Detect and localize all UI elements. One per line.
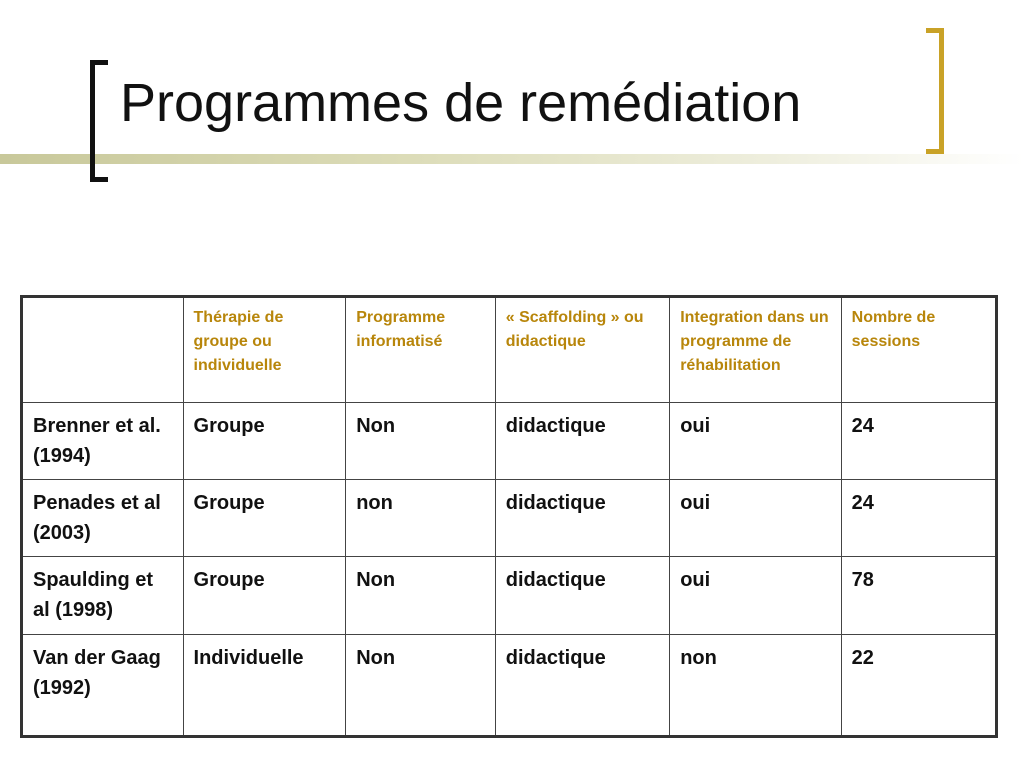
study-cell: Brenner et al. (1994) [22, 403, 184, 480]
table-row [22, 635, 997, 737]
session-count-cell: 24 [841, 480, 996, 557]
left-bracket-decoration [90, 60, 108, 182]
header-cell-session-count: Nombre de sessions [841, 297, 996, 403]
study-cell: Penades et al (2003) [22, 480, 184, 557]
session-count-cell: 24 [841, 403, 996, 480]
header-cell-computerized: Programme informatisé [346, 297, 496, 403]
therapy-type-cell: Groupe [183, 480, 346, 557]
computerized-cell: Non [346, 635, 496, 737]
header-cell-scaffolding: « Scaffolding » ou didactique [495, 297, 669, 403]
title-underline-band [0, 154, 1024, 164]
therapy-type-cell: Groupe [183, 403, 346, 480]
computerized-cell: non [346, 480, 496, 557]
integration-cell: non [670, 635, 841, 737]
table-row [22, 557, 997, 635]
therapy-type-cell: Individuelle [183, 635, 346, 737]
scaffolding-cell: didactique [495, 480, 669, 557]
right-bracket-decoration [926, 28, 944, 154]
study-cell: Spaulding et al (1998) [22, 557, 184, 635]
header-cell-integration: Integration dans un programme de réhabilitation [670, 297, 841, 403]
session-count-cell: 78 [841, 557, 996, 635]
table-header-row [22, 297, 997, 403]
integration-cell: oui [670, 480, 841, 557]
computerized-cell: Non [346, 403, 496, 480]
slide-title: Programmes de remédiation [120, 73, 802, 133]
integration-cell: oui [670, 557, 841, 635]
header-cell-therapy-type: Thérapie de groupe ou individuelle [183, 297, 346, 403]
scaffolding-cell: didactique [495, 557, 669, 635]
session-count-cell: 22 [841, 635, 996, 737]
scaffolding-cell: didactique [495, 635, 669, 737]
scaffolding-cell: didactique [495, 403, 669, 480]
therapy-type-cell: Groupe [183, 557, 346, 635]
study-cell: Van der Gaag (1992) [22, 635, 184, 737]
integration-cell: oui [670, 403, 841, 480]
table-row [22, 480, 997, 557]
comparison-table [20, 295, 998, 738]
header-cell-empty [22, 297, 184, 403]
computerized-cell: Non [346, 557, 496, 635]
table-row [22, 403, 997, 480]
